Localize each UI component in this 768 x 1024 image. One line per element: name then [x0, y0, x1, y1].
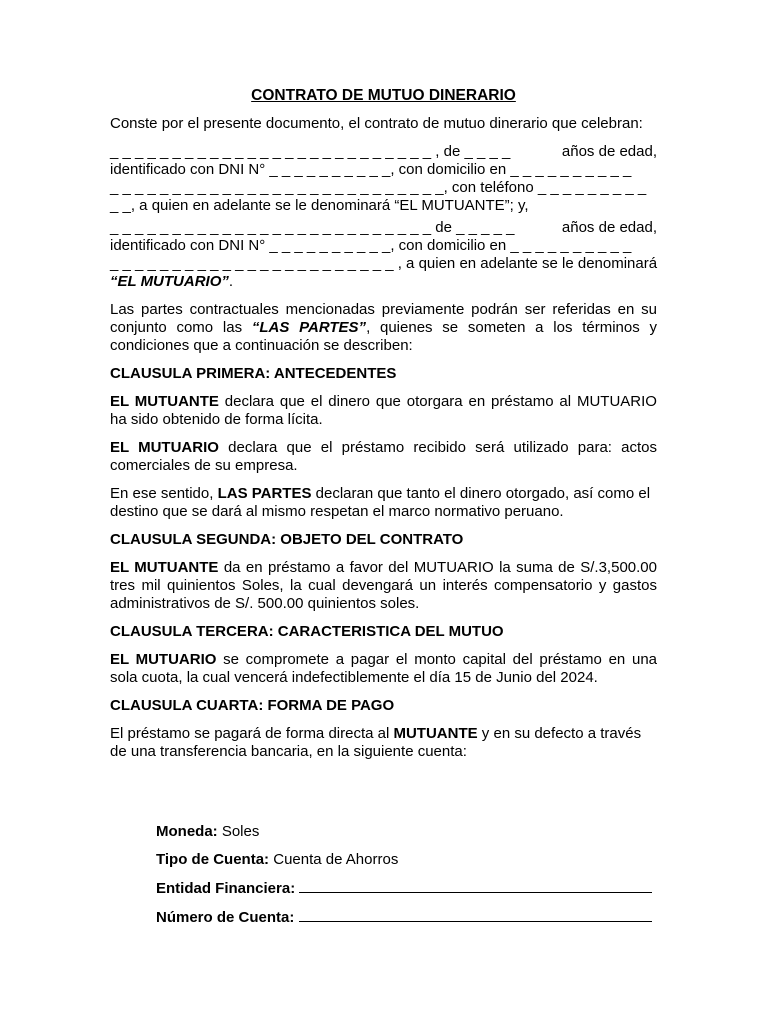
parties-note-paragraph	[110, 301, 657, 355]
currency-value: Soles	[217, 823, 260, 840]
clause4-paragraph1	[110, 725, 657, 761]
clause4-p1-after: y en su defecto a través de una transferencia bancaria, en la siguiente cuenta:	[110, 725, 642, 760]
account-number-fill-line	[299, 908, 652, 922]
party2-line4-end: .	[228, 273, 234, 290]
clause1-paragraph1	[110, 393, 657, 429]
party1-age-blank: _ _ _ _	[464, 143, 511, 160]
clause1-paragraph3	[110, 485, 657, 521]
parties-note-after: , quienes se someten a los términos y condiciones que a continuación se describen:	[110, 319, 657, 354]
clause1-p2-bold: EL MUTUARIO	[110, 439, 219, 456]
document-title: CONTRATO DE MUTUO DINERARIO	[251, 87, 516, 104]
account-number-label: Número de Cuenta:	[156, 909, 295, 926]
intro-paragraph: Conste por el presente documento, el contrato de mutuo dinerario que celebran:	[110, 115, 643, 132]
bank-fill-line	[299, 879, 652, 893]
clause1-p3-bold: LAS PARTES	[217, 485, 312, 502]
bank-row	[156, 879, 657, 898]
party1-line3: _ _ _ _ _ _ _ _ _ _ _ _ _ _ _ _ _ _ _ _ _ _ _ _ _ _ _, con teléfono _ _ _ _ _ _ _ _ _	[110, 179, 647, 196]
party2-line2: identificado con DNI N° _ _ _ _ _ _ _ _ _ _, con domicilio en _ _ _ _ _ _ _ _ _ _	[110, 237, 632, 254]
clause3-p1-bold: EL MUTUARIO	[110, 651, 217, 668]
account-type-value: Cuenta de Ahorros	[269, 851, 399, 868]
clause3-heading: CLAUSULA TERCERA: CARACTERISTICA DEL MUTUO	[110, 623, 504, 640]
clause2-p1-text: da en préstamo a favor del MUTUARIO la suma de S/.3,500.00 tres mil quinientos Soles, la cual devengará un interés compensatorio y gastos administrativos de S/. 500.00 quinientos soles.	[110, 559, 657, 612]
currency-label: Moneda:	[156, 823, 218, 840]
clause1-paragraph2	[110, 439, 657, 475]
clause2-paragraph1	[110, 559, 657, 613]
account-type-label: Tipo de Cuenta:	[156, 851, 270, 868]
document-body	[110, 87, 657, 771]
parties-note-before: Las partes contractuales mencionadas previamente podrán ser referidas en su conjunto como las	[110, 301, 657, 336]
party1-paragraph	[110, 143, 657, 215]
clause2-heading: CLAUSULA SEGUNDA: OBJETO DEL CONTRATO	[110, 531, 464, 548]
party2-line3: _ _ _ _ _ _ _ _ _ _ _ _ _ _ _ _ _ _ _ _ _ _ _ , a quien en adelante se le denominará	[110, 255, 658, 272]
party2-age-text: años de edad,	[561, 219, 657, 236]
clause4-p1-bold: MUTUANTE	[393, 725, 478, 742]
clause1-p1-bold: EL MUTUANTE	[110, 393, 219, 410]
party2-age-blank: _ _ _ _ _	[456, 219, 515, 236]
party1-age-text: años de edad,	[561, 143, 657, 160]
party1-line1	[110, 143, 657, 161]
party2-line1-mid: de	[431, 219, 457, 236]
party1-line1-mid: , de	[431, 143, 465, 160]
mutuario-designation: “EL MUTUARIO”	[110, 273, 229, 290]
clause1-p1-text: declara que el dinero que otorgara en préstamo al MUTUARIO ha sido obtenido de forma lícita.	[110, 393, 657, 428]
bank-label: Entidad Financiera:	[156, 880, 296, 897]
clause1-heading: CLAUSULA PRIMERA: ANTECEDENTES	[110, 365, 397, 382]
party2-paragraph	[110, 219, 657, 291]
party1-line2: identificado con DNI N° _ _ _ _ _ _ _ _ _ _, con domicilio en _ _ _ _ _ _ _ _ _ _	[110, 161, 632, 178]
party2-name-blank: _ _ _ _ _ _ _ _ _ _ _ _ _ _ _ _ _ _ _ _ _ _ _ _ _ _	[110, 219, 432, 236]
currency-row	[156, 823, 657, 841]
party2-line4	[110, 273, 657, 291]
clause4-p1-before: El préstamo se pagará de forma directa al	[110, 725, 394, 742]
clause2-p1-bold: EL MUTUANTE	[110, 559, 219, 576]
clause1-p3-after: declaran que tanto el dinero otorgado, así como el destino que se dará al mismo respetan el marco normativo peruano.	[110, 485, 651, 520]
clause3-p1-text: se compromete a pagar el monto capital del préstamo en una sola cuota, la cual vencerá indefectiblemente el día 15 de Junio del 2024.	[110, 651, 657, 686]
party2-line1	[110, 219, 657, 237]
account-number-row	[156, 908, 657, 927]
account-details	[156, 823, 657, 937]
clause1-p3-before: En ese sentido,	[110, 485, 218, 502]
party1-name-blank: _ _ _ _ _ _ _ _ _ _ _ _ _ _ _ _ _ _ _ _ _ _ _ _ _ _	[110, 143, 432, 160]
clause3-paragraph1	[110, 651, 657, 687]
party1-line4: _ _, a quien en adelante se le denominará “EL MUTUANTE”; y,	[110, 197, 529, 214]
account-type-row	[156, 851, 657, 869]
las-partes-designation: “LAS PARTES”	[251, 319, 367, 336]
clause1-p2-text: declara que el préstamo recibido será utilizado para: actos comerciales de su empresa.	[110, 439, 658, 474]
clause4-heading: CLAUSULA CUARTA: FORMA DE PAGO	[110, 697, 395, 714]
